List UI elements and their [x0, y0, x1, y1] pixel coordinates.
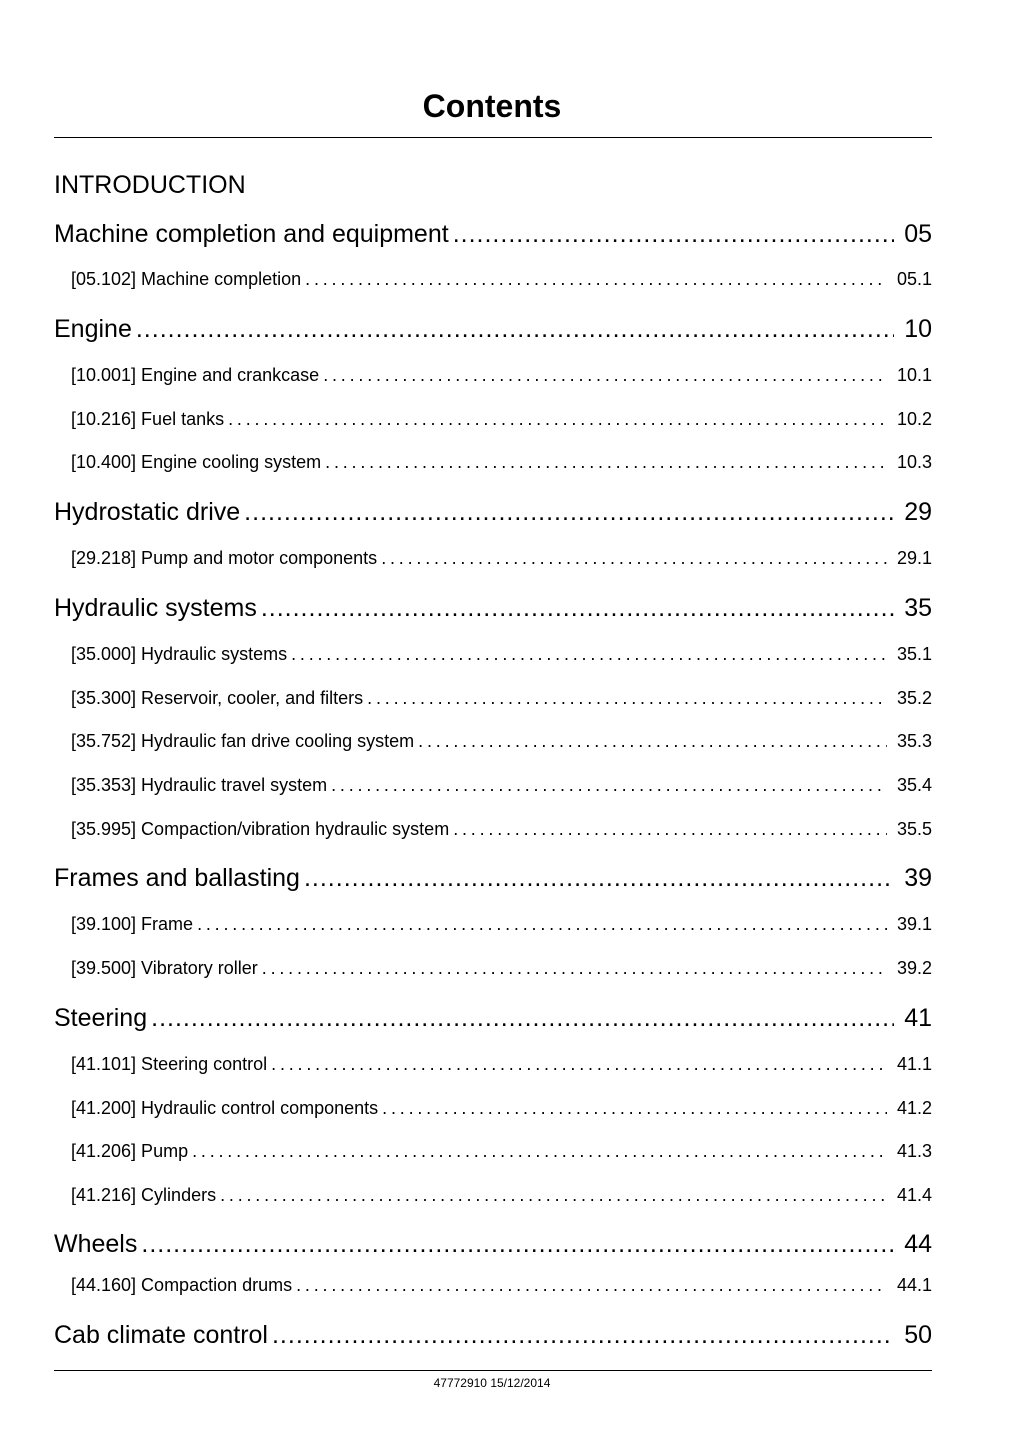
toc-subsection-entry[interactable] [71, 729, 932, 753]
dot-leader [192, 1139, 887, 1163]
toc-entry-page-number: 35.5 [896, 819, 932, 839]
dot-leader [323, 363, 887, 387]
toc-entry-page-number: 35 [904, 594, 932, 622]
toc-entry-title: Steering [54, 1004, 148, 1032]
toc-entry-title: [05.102] Machine completion [71, 269, 302, 289]
toc-entry-title: [44.160] Compaction drums [71, 1275, 293, 1295]
toc-entry-page-number: 41 [904, 1004, 932, 1032]
toc-subsection-entry[interactable] [71, 773, 932, 797]
toc-entry-page-number: 39.2 [896, 958, 932, 978]
toc-subsection-entry[interactable] [71, 1139, 932, 1163]
toc-entry-title: [10.400] Engine cooling system [71, 452, 322, 472]
toc-entry-title: [39.500] Vibratory roller [71, 958, 258, 978]
dot-leader [381, 546, 887, 570]
toc-entry-page-number: 10.2 [896, 409, 932, 429]
dot-leader [418, 729, 887, 753]
toc-subsection-entry[interactable] [71, 363, 932, 387]
toc-entry-page-number: 50 [904, 1321, 932, 1349]
toc-entry-title: [41.216] Cylinders [71, 1185, 217, 1205]
dot-leader [291, 642, 887, 666]
toc-subsection-entry[interactable] [71, 546, 932, 570]
toc-entry-title: [35.995] Compaction/vibration hydraulic system [71, 819, 450, 839]
dot-leader [325, 450, 887, 474]
intro-label: INTRODUCTION [54, 171, 246, 199]
toc-subsection-entry[interactable] [71, 1052, 932, 1076]
dot-leader [141, 1228, 894, 1260]
dot-leader [305, 267, 887, 291]
toc-section-entry[interactable] [54, 313, 932, 345]
toc-entry-title: [35.000] Hydraulic systems [71, 644, 288, 664]
dot-leader [304, 862, 894, 894]
toc-entry-page-number: 39 [904, 864, 932, 892]
toc-subsection-entry[interactable] [71, 407, 932, 431]
toc-entry-title: [41.206] Pump [71, 1141, 189, 1161]
dot-leader [228, 407, 887, 431]
toc-entry-title: Hydrostatic drive [54, 498, 241, 526]
toc-subsection-entry[interactable] [71, 956, 932, 980]
toc-subsection-entry[interactable] [71, 686, 932, 710]
toc-entry-page-number: 44.1 [896, 1275, 932, 1295]
toc-entry-page-number: 41.1 [896, 1054, 932, 1074]
dot-leader [197, 912, 887, 936]
toc-subsection-entry[interactable] [71, 912, 932, 936]
toc-section-entry[interactable] [54, 1002, 932, 1034]
toc-subsection-entry[interactable] [71, 450, 932, 474]
toc-entry-title: Machine completion and equipment [54, 220, 449, 248]
dot-leader [367, 686, 887, 710]
toc-entry-page-number: 44 [904, 1230, 932, 1258]
toc-subsection-entry[interactable] [71, 1096, 932, 1120]
toc-entry-page-number: 41.4 [896, 1185, 932, 1205]
dot-leader [262, 956, 887, 980]
toc-entry-page-number: 35.1 [896, 644, 932, 664]
toc-entry-page-number: 41.2 [896, 1098, 932, 1118]
toc-entry-title: [29.218] Pump and motor components [71, 548, 378, 568]
toc-entry-title: [10.216] Fuel tanks [71, 409, 225, 429]
dot-leader [331, 773, 887, 797]
dot-leader [271, 1052, 887, 1076]
page-title: Contents [422, 88, 562, 124]
toc-entry-page-number: 29.1 [896, 548, 932, 568]
dot-leader [136, 313, 894, 345]
toc-entry-title: Wheels [54, 1230, 138, 1258]
toc-entry-page-number: 05 [904, 220, 932, 248]
toc-entry-title: Cab climate control [54, 1321, 268, 1349]
toc-section-entry[interactable] [54, 496, 932, 528]
toc-entry-page-number: 10.3 [896, 452, 932, 472]
dot-leader [220, 1183, 887, 1207]
toc-entry-page-number: 39.1 [896, 914, 932, 934]
toc-entry-title: [39.100] Frame [71, 914, 194, 934]
toc-section-entry[interactable] [54, 1228, 932, 1260]
toc-subsection-entry[interactable] [71, 1183, 932, 1207]
footer-doc-id: 47772910 15/12/2014 [433, 1376, 551, 1390]
toc-subsection-entry[interactable] [71, 1273, 932, 1297]
toc-subsection-entry[interactable] [71, 642, 932, 666]
toc-entry-title: Frames and ballasting [54, 864, 300, 892]
toc-entry-title: [35.300] Reservoir, cooler, and filters [71, 688, 364, 708]
toc-entry-page-number: 05.1 [896, 269, 932, 289]
toc-entry-title: Hydraulic systems [54, 594, 257, 622]
toc-entry-page-number: 41.3 [896, 1141, 932, 1161]
toc-entry-title: [41.101] Steering control [71, 1054, 268, 1074]
toc-entry-title: [41.200] Hydraulic control components [71, 1098, 379, 1118]
toc-subsection-entry[interactable] [71, 267, 932, 291]
footer-divider [54, 1370, 932, 1371]
toc-entry-title: [10.001] Engine and crankcase [71, 365, 320, 385]
dot-leader [382, 1096, 887, 1120]
dot-leader [151, 1002, 894, 1034]
toc-entry-page-number: 10 [904, 315, 932, 343]
toc-entry-page-number: 35.4 [896, 775, 932, 795]
toc-entry-page-number: 35.2 [896, 688, 932, 708]
toc-entry-title: Engine [54, 315, 132, 343]
toc-entry-page-number: 35.3 [896, 731, 932, 751]
toc-entry-page-number: 10.1 [896, 365, 932, 385]
toc-section-entry[interactable] [54, 862, 932, 894]
dot-leader [453, 817, 887, 841]
dot-leader [272, 1319, 894, 1351]
toc-entry-title: [35.752] Hydraulic fan drive cooling system [71, 731, 415, 751]
dot-leader [244, 496, 894, 528]
dot-leader [296, 1273, 887, 1297]
toc-entry-title: [35.353] Hydraulic travel system [71, 775, 328, 795]
toc-section-entry[interactable] [54, 592, 932, 624]
toc-section-entry[interactable] [54, 218, 932, 250]
toc-section-entry[interactable] [54, 1319, 932, 1351]
dot-leader [261, 592, 894, 624]
dot-leader [453, 218, 894, 250]
toc-entry-page-number: 29 [904, 498, 932, 526]
toc-subsection-entry[interactable] [71, 817, 932, 841]
